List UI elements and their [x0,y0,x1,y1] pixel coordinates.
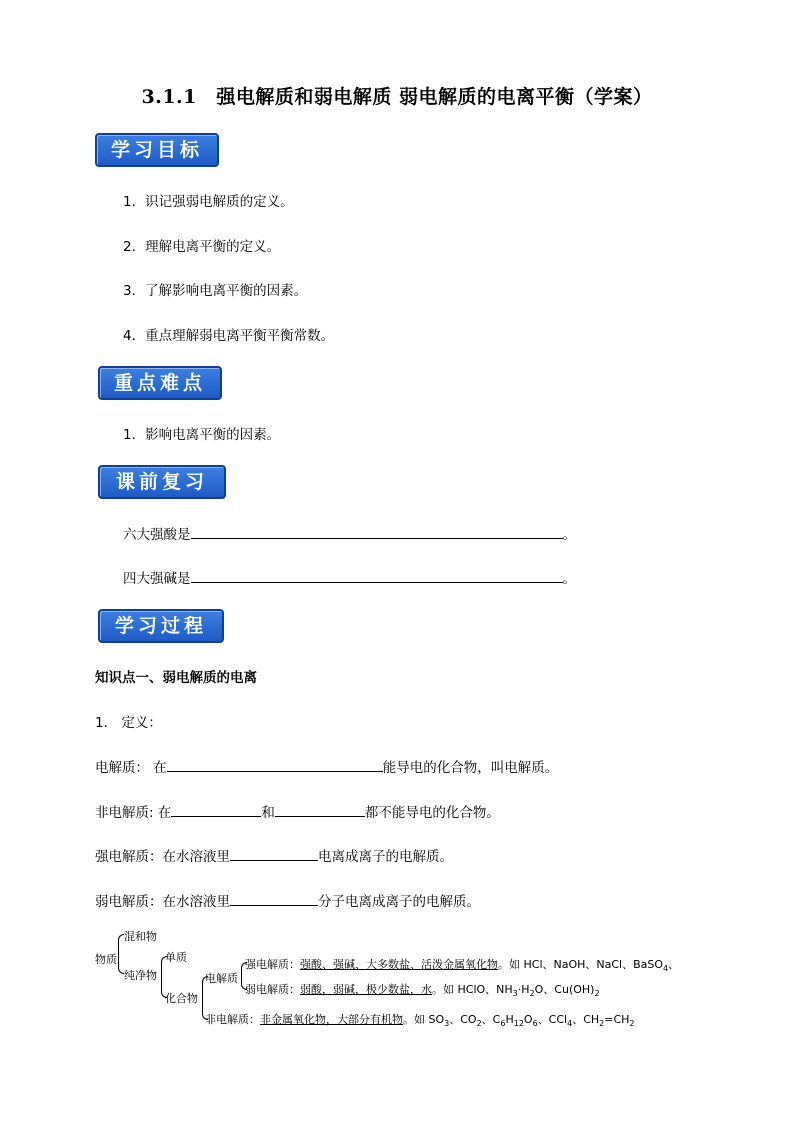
text: 2 [594,989,600,999]
key-item: 1．影响电离平衡的因素。 [123,427,281,443]
text: 、CH [572,1013,600,1026]
review-base-line [123,567,576,587]
text: 12 [513,1019,524,1029]
text: 、 [668,958,680,971]
text: 都不能导电的化合物。 [364,805,500,821]
end-mark: 。 [562,527,576,543]
goal-item: 3．了解影响电离平衡的因素。 [123,283,308,299]
section-badge-goals: 学习目标 [95,133,219,167]
text: 2 [629,1019,635,1029]
def-heading: 1． 定义： [95,715,162,731]
strong-row [245,956,679,973]
page-title: 3.1.1 强电解质和弱电解质 弱电解质的电离平衡（学案） [141,86,653,108]
electrolyte-def [95,756,558,776]
text: =CH [604,1013,630,1026]
text: 分子电离成离子的电解质。 [318,894,480,910]
pure-label: 纯净物 [124,969,157,982]
text: 3 [512,989,518,999]
section-badge-process: 学习过程 [98,609,224,643]
text: 2 [529,989,535,999]
section-badge-review: 课前复习 [98,465,226,499]
blank [230,846,318,861]
text: 电解质： 在 [95,760,167,776]
text: 6 [532,1019,538,1029]
kp1-heading: 知识点一、弱电解质的电离 [95,670,257,686]
text: 、CCl [537,1013,568,1026]
text: 6 [500,1019,506,1029]
goal-item: 1．识记强弱电解质的定义。 [123,194,294,210]
text: 强电解质：在水溶液里 [95,849,230,865]
goal-item: 2．理解电离平衡的定义。 [123,239,281,255]
text: 、CO [449,1013,477,1026]
electrolyte-label: 电解质 [205,972,238,985]
base-label: 四大强碱是 [123,571,191,587]
text: 。如 SO [403,1013,445,1026]
text: 非电解质： [205,1013,260,1026]
blank [167,757,383,772]
text: 能导电的化合物，叫电解质。 [382,760,559,776]
section-badge-key: 重点难点 [98,366,222,400]
strong-def [95,845,453,865]
text: 弱电解质：在水溶液里 [95,894,230,910]
blank [275,802,365,817]
blank [171,802,261,817]
text: 4 [567,1019,573,1029]
end-mark: 。 [562,571,576,587]
acid-label: 六大强酸是 [123,527,191,543]
weak-def [95,890,480,910]
text: O [523,1013,533,1026]
text: 2 [599,1019,605,1029]
mixture-label: 混和物 [124,930,157,943]
nonelectrolyte-def [95,801,500,821]
text: 弱电解质： [245,983,300,996]
text: 。如 HClO、NH [432,983,513,996]
text: 和 [261,805,275,821]
blank [230,891,318,906]
text: 4 [663,964,669,974]
text: 强酸、强碱、大多数盐、活泼金属氧化物 [300,958,498,971]
text: 非电解质: 在 [95,805,172,821]
acid-blank [191,524,563,539]
text: 3 [444,1019,450,1029]
text: 强电解质： [245,958,300,971]
text: 非金属氧化物，大部分有机物 [260,1013,403,1026]
text: 2 [476,1019,482,1029]
text: O、Cu(OH) [534,983,595,996]
weak-row [245,981,600,998]
text: ·H [517,983,530,996]
goal-item: 4．重点理解弱电离平衡平衡常数。 [123,328,335,344]
non-row [205,1011,635,1028]
text: 、C [481,1013,501,1026]
compound-label: 化合物 [165,992,198,1005]
text: 。如 HCl、NaOH、NaCl、BaSO [498,958,664,971]
review-acid-line [123,523,576,543]
text: 弱酸，弱碱，极少数盐，水 [300,983,432,996]
element-label: 单质 [165,951,187,964]
text: H [505,1013,514,1026]
matter-label: 物质 [95,953,117,966]
base-blank [191,568,563,583]
text: 电离成离子的电解质。 [318,849,453,865]
